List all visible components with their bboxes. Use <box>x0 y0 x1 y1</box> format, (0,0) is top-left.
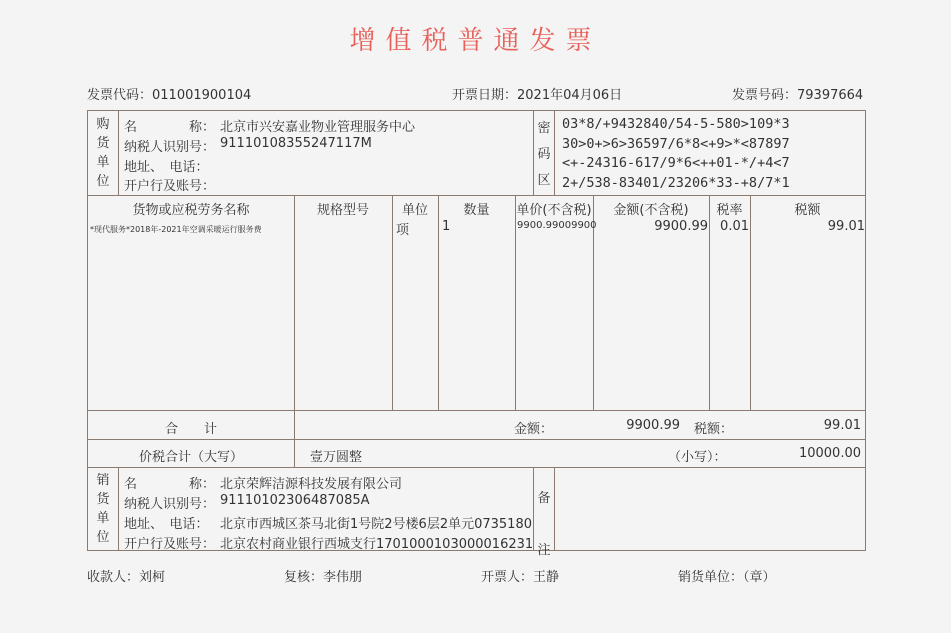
grand-total-label: 价税合计（大写） <box>138 450 243 465</box>
item-unit: 项 <box>396 223 410 238</box>
drawer-value: 王静 <box>533 570 560 585</box>
buyer-name-label: 名 称： <box>124 120 216 135</box>
cipher-line: 30>0+>6>36597/6*8<+9>*<87897 <box>562 135 790 152</box>
divider <box>118 467 119 551</box>
seller-side-char: 位 <box>96 530 110 545</box>
buyer-tax-label: 纳税人识别号： <box>124 140 216 155</box>
grand-total-small-label: （小写）： <box>668 450 727 465</box>
cipher-side-char: 区 <box>537 173 551 188</box>
cipher-side-char: 码 <box>537 147 551 162</box>
buyer-tax-value: 91110108355247117M <box>220 136 372 151</box>
buyer-address-label: 地址、 电话： <box>124 160 209 175</box>
invoice-date <box>452 84 622 103</box>
footer-seller-seal: 销货单位：（章） <box>678 570 776 585</box>
invoice-number-value: 79397664 <box>797 88 864 103</box>
divider <box>88 410 865 411</box>
invoice-date-value: 2021年04月06日 <box>517 88 623 103</box>
col-header-unit: 单位 <box>401 203 428 218</box>
buyer-side-label <box>93 115 113 191</box>
item-price: 9900.99009900 <box>517 220 597 231</box>
cipher-text <box>562 115 790 193</box>
totals-tax-value: 99.01 <box>823 418 861 433</box>
invoice-code-label: 发票代码： <box>87 88 153 103</box>
invoice-code <box>87 84 251 103</box>
col-header-tax: 税额 <box>794 203 821 218</box>
totals-tax-label: 税额： <box>694 422 734 437</box>
divider <box>554 111 555 195</box>
seller-bank-value: 北京农村商业银行西城支行1701000103000016231 <box>220 537 534 552</box>
col-header-qty: 数量 <box>463 203 490 218</box>
totals-amount-value: 9900.99 <box>626 418 680 433</box>
invoice-number <box>732 84 863 103</box>
grand-total-words: 壹万圆整 <box>310 450 363 465</box>
seller-address-value: 北京市西城区茶马北街1号院2号楼6层2单元0735180 <box>220 517 532 532</box>
divider <box>554 467 555 551</box>
divider <box>88 439 865 440</box>
col-header-amount: 金额(不含税) <box>613 203 689 218</box>
buyer-side-char: 购 <box>96 117 110 132</box>
payee-value: 刘柯 <box>139 570 166 585</box>
reviewer-value: 李伟朋 <box>323 570 363 585</box>
drawer-label: 开票人： <box>481 570 534 585</box>
remarks-side-label <box>534 473 554 577</box>
remarks-side-char: 注 <box>537 543 551 558</box>
payee-label: 收款人： <box>87 570 140 585</box>
footer-drawer <box>481 566 559 585</box>
seller-side-char: 货 <box>96 492 110 507</box>
seller-address-label: 地址、 电话： <box>124 517 209 532</box>
invoice-date-label: 开票日期： <box>452 88 518 103</box>
reviewer-label: 复核： <box>284 570 324 585</box>
item-amount: 9900.99 <box>654 219 708 234</box>
item-tax: 99.01 <box>827 219 865 234</box>
seller-side-char: 单 <box>96 511 110 526</box>
seller-side-label <box>93 471 113 547</box>
col-header-price: 单价(不含税) <box>516 203 592 218</box>
buyer-side-char: 货 <box>96 136 110 151</box>
buyer-side-char: 位 <box>96 174 110 189</box>
divider <box>515 195 516 410</box>
invoice-number-label: 发票号码： <box>732 88 798 103</box>
cipher-line: <+-24316-617/9*6<++01-*/+4<7 <box>562 155 790 171</box>
totals-label: 合 计 <box>164 422 217 437</box>
seller-tax-value: 91110102306487085A <box>220 493 370 508</box>
grand-total-small-value: 10000.00 <box>798 446 861 461</box>
divider <box>392 195 393 410</box>
divider <box>294 195 295 467</box>
cipher-side-char: 密 <box>537 121 551 136</box>
divider <box>88 195 865 196</box>
divider <box>438 195 439 410</box>
invoice-table <box>87 110 866 558</box>
seller-side-char: 销 <box>96 473 110 488</box>
invoice-code-value: 011001900104 <box>152 88 252 103</box>
cipher-side-label <box>534 116 554 194</box>
divider <box>88 467 865 468</box>
seller-bank-label: 开户行及账号： <box>124 537 216 552</box>
col-header-spec: 规格型号 <box>316 203 369 218</box>
footer-reviewer <box>284 566 362 585</box>
col-header-rate: 税率 <box>716 203 743 218</box>
totals-amount-label: 金额： <box>514 422 554 437</box>
seller-name-value: 北京荣辉洁源科技发展有限公司 <box>220 477 403 492</box>
remarks-side-char: 备 <box>537 491 551 506</box>
buyer-bank-label: 开户行及账号： <box>124 179 216 194</box>
buyer-name-value: 北京市兴安嘉业物业管理服务中心 <box>220 120 416 135</box>
buyer-side-char: 单 <box>96 155 110 170</box>
col-header-name: 货物或应税劳务名称 <box>132 203 250 218</box>
item-name: *现代服务*2018年-2021年空调采暖运行服务费 <box>90 225 262 234</box>
cipher-line: 03*8/+9432840/54-5-580>109*3 <box>562 116 790 132</box>
cipher-line: 2+/538-83401/23206*33-+8/7*1 <box>562 174 790 191</box>
divider <box>118 111 119 195</box>
footer-payee <box>87 566 165 585</box>
item-qty: 1 <box>442 219 451 234</box>
seller-tax-label: 纳税人识别号： <box>124 497 216 512</box>
invoice-title: 增值税普通发票 <box>349 26 602 56</box>
seller-name-label: 名 称： <box>124 477 216 492</box>
item-rate: 0.01 <box>720 219 749 234</box>
